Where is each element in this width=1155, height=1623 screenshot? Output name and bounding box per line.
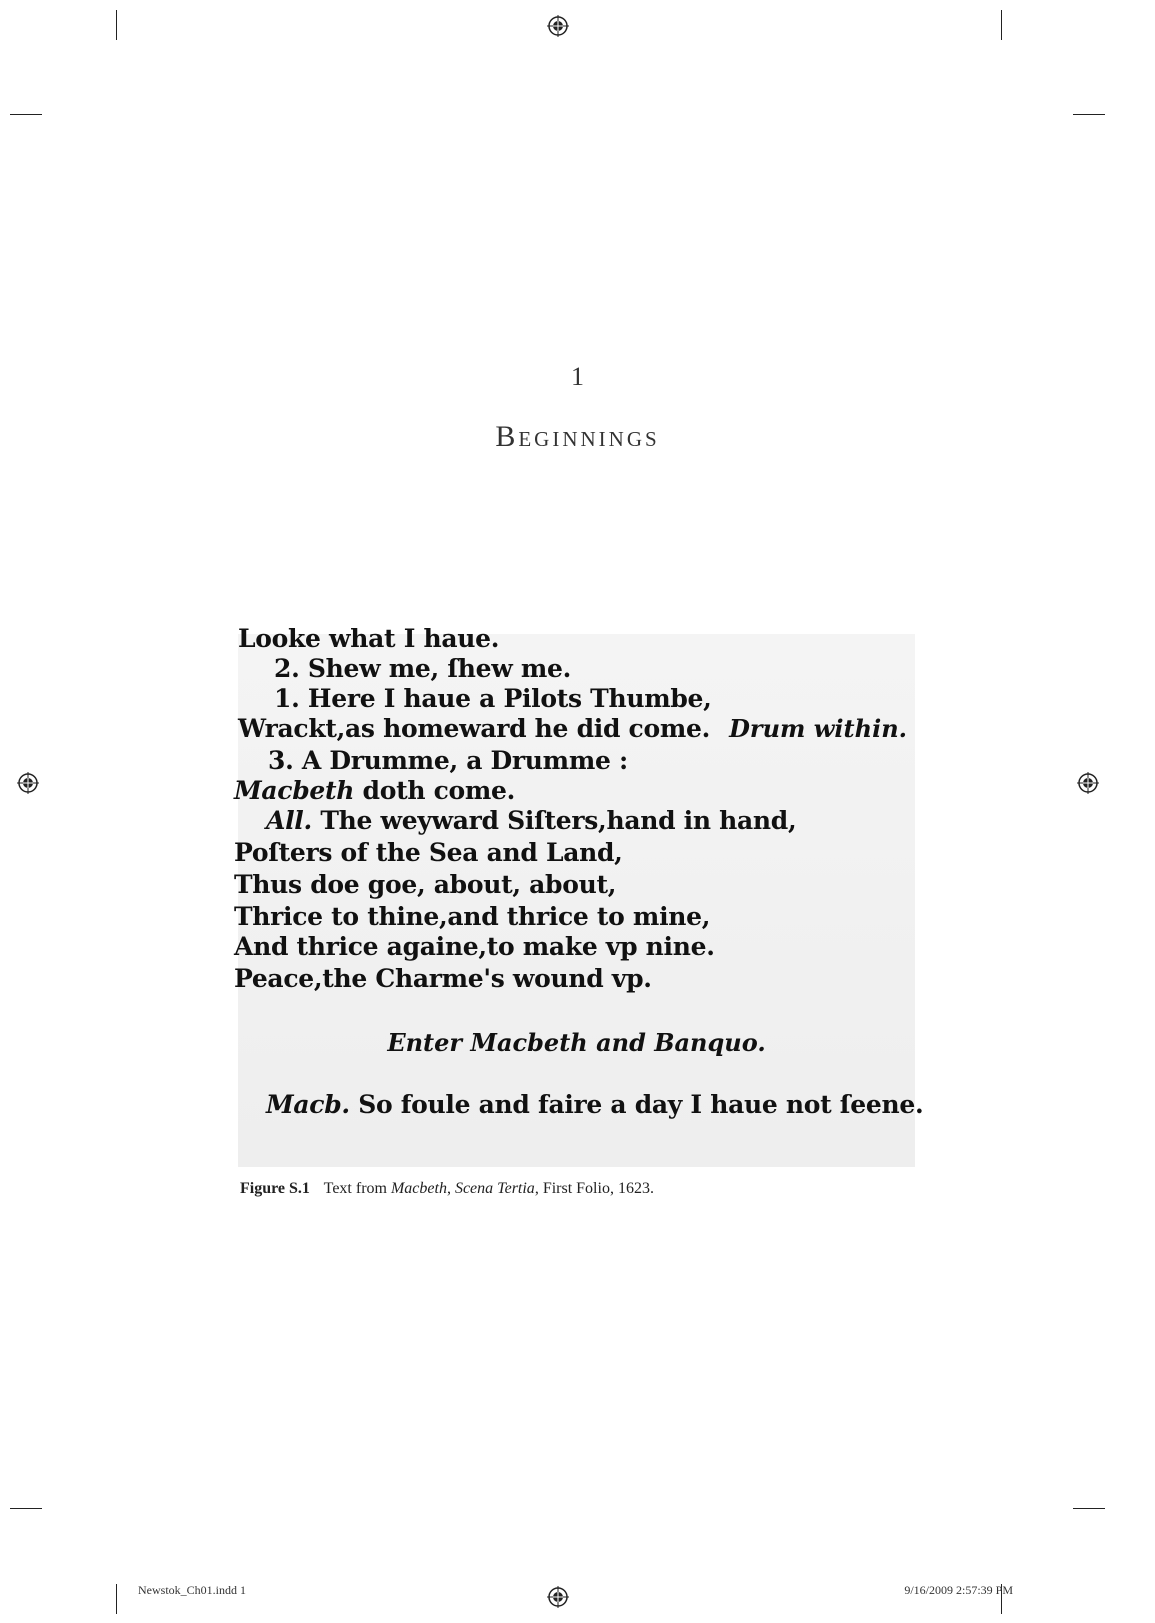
slug-filename: Newstok_Ch01.indd 1 xyxy=(138,1583,246,1597)
facsimile-line xyxy=(266,1090,923,1119)
caption-text: Text from xyxy=(323,1180,387,1197)
crop-mark-right-bottom xyxy=(1073,1508,1105,1509)
figure-label: Figure S.1 xyxy=(240,1180,310,1197)
facsimile-line: And thrice againe,to make vp nine. xyxy=(234,932,715,961)
facsimile-line: Looke what I haue. xyxy=(238,624,500,653)
facsimile-line: Poſters of the Sea and Land, xyxy=(234,838,623,867)
stage-direction-enter: Enter Macbeth and Banquo. xyxy=(387,1028,766,1057)
facsimile-line-text: So foule and faire a day I haue not ſeene. xyxy=(358,1090,924,1119)
crop-mark-bottom-left xyxy=(116,1584,117,1614)
facsimile-line-text: The weyward Siſters,hand in hand, xyxy=(320,806,797,835)
speaker-macbeth: Macbeth xyxy=(234,776,355,805)
registration-mark-right-icon xyxy=(1077,772,1099,794)
speaker-macb: Macb. xyxy=(266,1090,350,1119)
caption-scene: Scena Tertia xyxy=(454,1180,535,1197)
chapter-title: Beginnings xyxy=(495,420,660,453)
facsimile-line: 2. Shew me, ſhew me. xyxy=(274,654,572,683)
folio-facsimile-image xyxy=(234,624,924,1167)
registration-mark-top-icon xyxy=(547,15,569,37)
registration-mark-left-icon xyxy=(17,772,39,794)
crop-mark-left-bottom xyxy=(10,1508,42,1509)
facsimile-line: Thrice to thine,and thrice to mine, xyxy=(234,902,711,931)
facsimile-line: 3. A Drumme, a Drumme : xyxy=(268,746,628,775)
facsimile-line: 1. Here I haue a Pilots Thumbe, xyxy=(274,684,712,713)
crop-mark-left-top xyxy=(10,114,42,115)
caption-separator: , xyxy=(446,1180,451,1197)
slug-datetime: 9/16/2009 2:57:39 PM xyxy=(904,1583,1013,1597)
figure-caption xyxy=(240,1180,654,1198)
crop-mark-top-right xyxy=(1001,10,1002,40)
registration-mark-bottom-icon xyxy=(547,1586,569,1608)
facsimile-line xyxy=(266,806,796,835)
stage-direction-drum: Drum within. xyxy=(729,714,907,743)
facsimile-line: Wrackt,as homeward he did come. xyxy=(238,714,710,743)
speaker-all: All. xyxy=(266,806,312,835)
crop-mark-top-left xyxy=(116,10,117,40)
facsimile-line-text: doth come. xyxy=(362,776,516,805)
chapter-number: 1 xyxy=(571,362,584,391)
facsimile-line: Thus doe goe, about, about, xyxy=(234,870,617,899)
caption-source: , First Folio, 1623. xyxy=(534,1180,654,1197)
caption-work-title: Macbeth xyxy=(390,1180,447,1197)
crop-mark-right-top xyxy=(1073,114,1105,115)
facsimile-line: Peace,the Charme's wound vp. xyxy=(234,964,652,993)
facsimile-line xyxy=(234,776,515,805)
